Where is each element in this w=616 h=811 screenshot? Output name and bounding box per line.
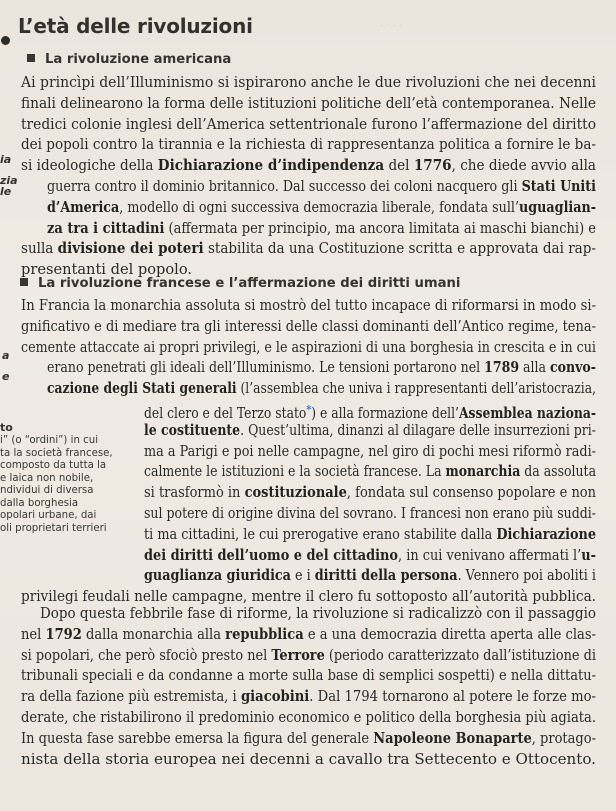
section-heading-french (20, 276, 460, 291)
glossary-sidebar (0, 421, 140, 535)
glossary-line: e laica non nobile, (0, 472, 94, 484)
text-line: privilegi feudali nelle campagne, mentre il clero fu sottoposto all’autorità pubblica. (21, 588, 597, 606)
glossary-line: dalla borghesia (0, 497, 79, 509)
margin-fragment: e (2, 370, 10, 383)
glossary-line: ndividui di diversa (0, 485, 94, 496)
margin-fragment: ia (0, 153, 12, 166)
text-line: sul potere di origine divina del sovrano. I francesi non erano più suddi- (144, 505, 597, 522)
bleed-through: . . . . (380, 18, 403, 29)
text-line: cazione degli Stati generali (l’assemblea che univa i rappresentanti dell’aristocrazia, (47, 380, 596, 398)
text-line: si trasformò in costituzionale, fondata sul consenso popolare e non (144, 484, 596, 502)
glossary-text (0, 435, 140, 535)
text-line: finali delinearono la forma delle istituzioni politiche dell’età contemporanea. Nelle (21, 94, 597, 112)
text-line: guerra contro il dominio britannico. Dal successo dei coloni nacquero gli Stati Uniti (47, 178, 596, 195)
margin-fragment: a (2, 349, 10, 362)
glossary-line: i” (o “ordini”) in cui (0, 435, 99, 446)
glossary-line: ta la società francese, (0, 447, 113, 459)
text-line: calmente le istituzioni e la società francese. La monarchia da assoluta (144, 463, 597, 481)
square-bullet-icon (20, 278, 28, 286)
text-line: nel 1792 dalla monarchia alla repubblica e a una democrazia diretta aperta alle clas- (21, 625, 596, 643)
text-line: tredici colonie inglesi dell’America settentrionale furono l’affermazione del diritto (21, 115, 597, 133)
glossary-title: to (0, 421, 13, 434)
glossary-line: composto da tutta la (0, 460, 107, 471)
text-line: derate, che ristabilirono il predominio economico e politico della borghesia più agiata. (21, 709, 596, 726)
section-heading-text: La rivoluzione francese e l’affermazione dei diritti umani (38, 276, 461, 291)
text-line: dei diritti dell’uomo e del cittadino, in cui venivano affermati l’u- (144, 546, 596, 564)
square-bullet-icon (27, 54, 35, 62)
text-line: gnificativo e di mediare tra gli interessi delle classi dominanti dell’Antico regime, tena- (21, 317, 596, 335)
glossary-line: oli proprietari terrieri (0, 522, 107, 534)
glossary-line: opolari urbane, dai (0, 510, 97, 521)
text-line: cemente attaccate ai propri privilegi, e le aspirazioni di una borghesia in crescita e in cui (21, 338, 596, 356)
text-line: za tra i cittadini (affermata per principio, ma ancora limitata ai maschi bianchi) e (47, 219, 596, 237)
text-line: guaglianza giuridica e i diritti della persona. Vennero poi aboliti i (144, 567, 597, 585)
text-line: sulla divisione dei poteri stabilita da una Costituzione scritta e approvata dai rap- (21, 240, 596, 258)
text-line: nista della storia europea nei decenni a cavallo tra Settecento e Ottocento. (21, 750, 596, 768)
text-line: si popolari, che però sfociò presto nel Terrore (periodo caratterizzato dall’istituzione di (21, 646, 596, 664)
text-line: dei popoli contro la tirannia e la richiesta di rappresentanza politica a fornire le ba- (21, 136, 596, 154)
text-line: del clero e del Terzo stato*) e alla formazione dell’Assemblea naziona- (144, 403, 596, 422)
text-line: presentanti del popolo. (21, 261, 192, 279)
text-line: ti ma cittadini, le cui prerogative erano stabilite dalla Dichiarazione (144, 525, 596, 543)
text-line: ra della fazione più estremista, i giacobini. Dal 1794 tornarono al potere le forze mo- (21, 688, 596, 706)
section-heading-text: La rivoluzione americana (45, 52, 232, 67)
chapter-title: L’età delle rivoluzioni (18, 14, 253, 38)
text-line: Ai princìpi dell’Illuminismo si ispirarono anche le due rivoluzioni che nei decenni (21, 74, 597, 91)
text-line: ma a Parigi e poi nelle campagne, nel giro di pochi mesi riformò radi- (144, 442, 597, 460)
text-line: tribunali speciali e da condanne a morte sulla base di semplici sospetti) e nella dittatu- (21, 667, 597, 685)
margin-fragment: le (0, 185, 12, 198)
text-line: erano penetrati gli ideali dell’Illuminismo. Le tensioni portarono nel 1789 alla convo- (47, 359, 596, 377)
section-heading-american (27, 52, 231, 67)
margin-fragment: zia (0, 174, 18, 187)
text-line: le costituente. Quest’ultima, dinanzi al dilagare delle insurrezioni pri- (144, 421, 596, 439)
text-line: In Francia la monarchia assoluta si mostrò del tutto incapace di riformarsi in modo si- (21, 297, 597, 314)
text-line: si ideologiche della Dichiarazione d’indipendenza del 1776, che diede avvio alla (21, 157, 597, 175)
text-line: Dopo questa febbrile fase di riforme, la rivoluzione si radicalizzò con il passaggio (40, 605, 597, 622)
text-line: In questa fase sarebbe emersa la figura del generale Napoleone Bonaparte, protago- (21, 729, 596, 747)
title-bullet-icon (1, 36, 10, 45)
text-line: d’America, modello di ogni successiva democrazia liberale, fondata sull’uguaglian- (47, 198, 596, 216)
